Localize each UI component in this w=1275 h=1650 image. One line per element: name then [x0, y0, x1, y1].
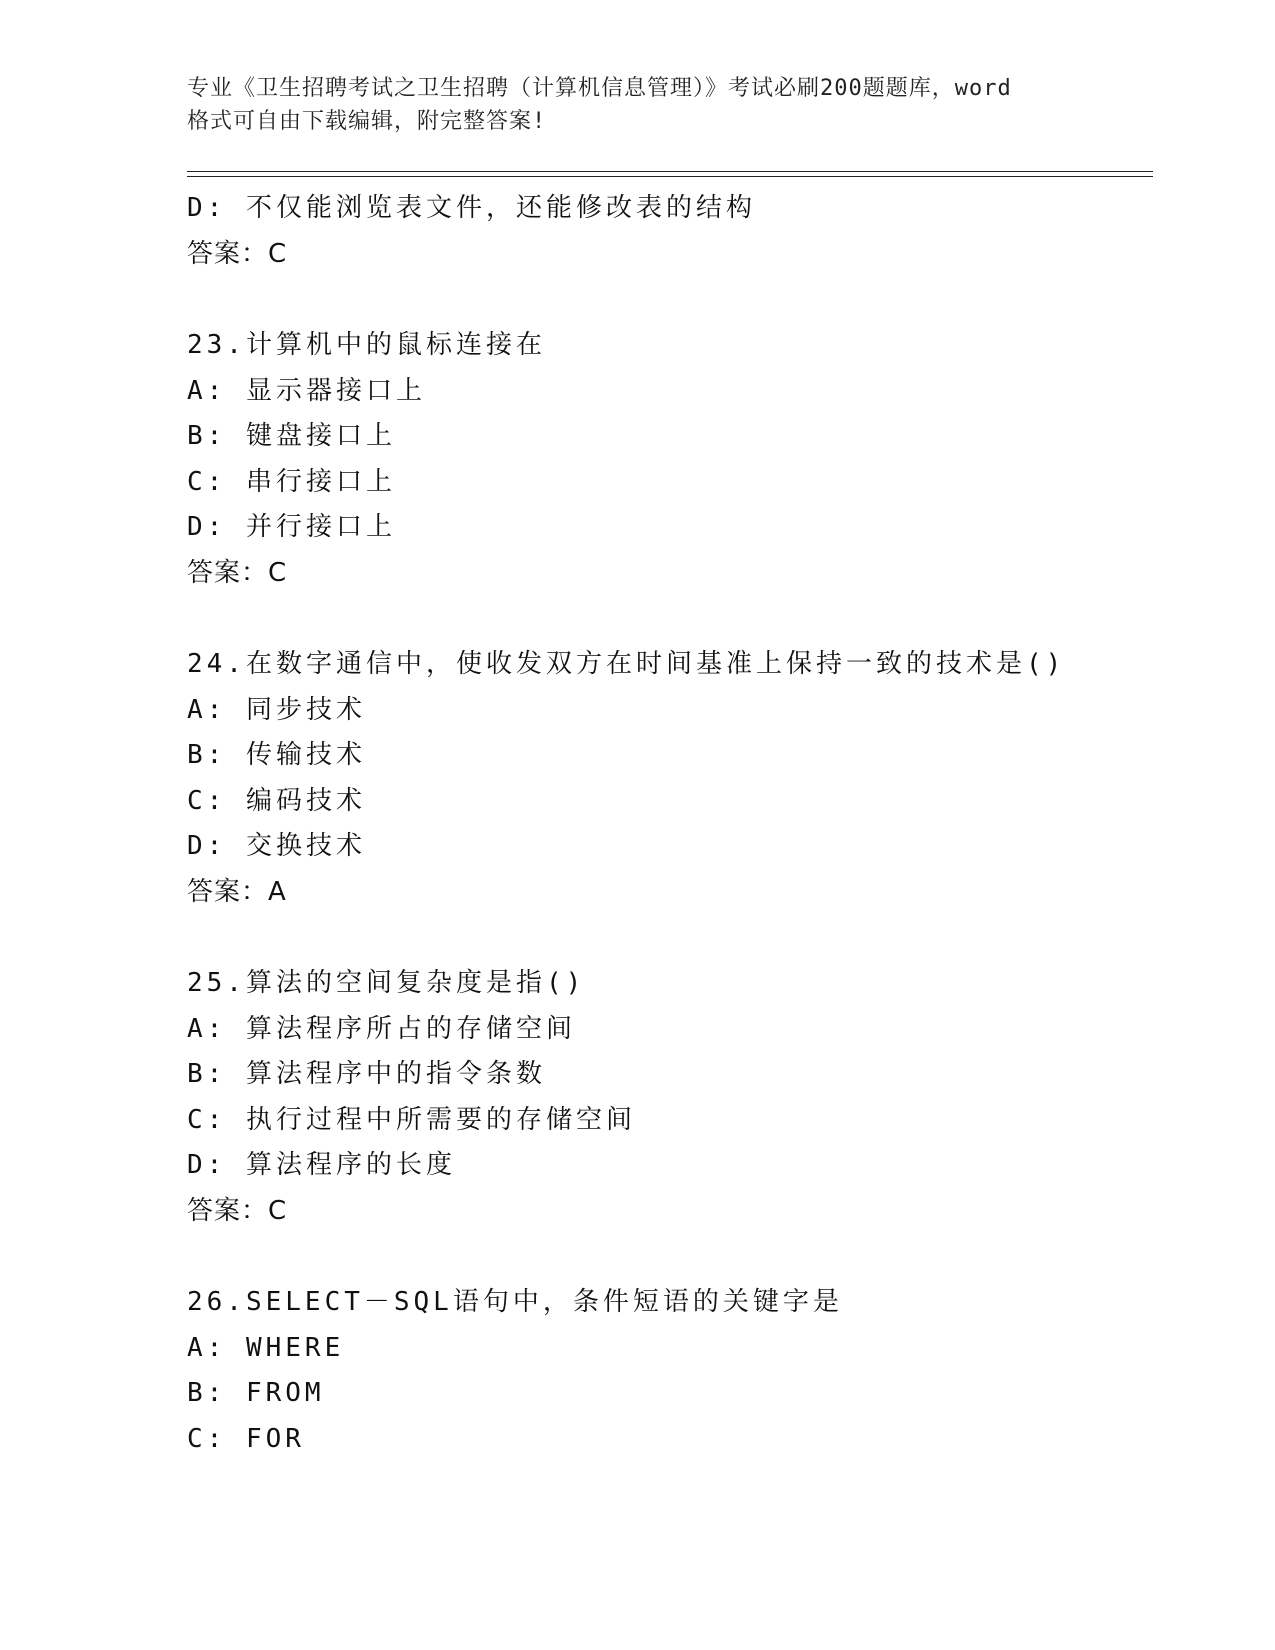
- header-rule-top: [187, 171, 1153, 172]
- option-b: B: 键盘接口上: [187, 421, 396, 451]
- option-c: C: 串行接口上: [187, 466, 396, 497]
- option-c: C: FOR: [187, 1423, 305, 1454]
- question-stem: 26.SELECT－SQL语句中，条件短语的关键字是: [187, 1287, 843, 1317]
- header-rule-bottom: [187, 176, 1153, 177]
- prev-answer: 答案：C: [187, 238, 288, 269]
- option-d: D: 算法程序的长度: [187, 1150, 456, 1180]
- question-list: [187, 186, 1147, 1462]
- option-a: A: WHERE: [187, 1332, 345, 1363]
- question-23: [187, 323, 1147, 596]
- question-24: [187, 642, 1147, 915]
- header-title-line-1: 专业《卫生招聘考试之卫生招聘（计算机信息管理）》考试必刷200题题库，word: [187, 76, 1012, 101]
- header-title-line-2: 格式可自由下载编辑，附完整答案!: [187, 109, 547, 134]
- option-d: D: 交换技术: [187, 831, 366, 861]
- option-d: D: 并行接口上: [187, 512, 396, 542]
- answer: 答案：C: [187, 557, 288, 588]
- prev-option-d: D: 不仅能浏览表文件，还能修改表的结构: [187, 193, 756, 223]
- question-25: [187, 961, 1147, 1234]
- option-a: A: 算法程序所占的存储空间: [187, 1013, 576, 1044]
- answer: 答案：C: [187, 1195, 288, 1226]
- option-b: B: 算法程序中的指令条数: [187, 1059, 546, 1089]
- option-c: C: 执行过程中所需要的存储空间: [187, 1104, 636, 1135]
- option-c: C: 编码技术: [187, 785, 366, 816]
- question-stem: 24.在数字通信中，使收发双方在时间基准上保持一致的技术是(): [187, 649, 1066, 679]
- option-b: B: FROM: [187, 1378, 325, 1408]
- question-26: [187, 1280, 1147, 1462]
- option-a: A: 同步技术: [187, 694, 366, 725]
- document-header: [187, 72, 1087, 138]
- option-b: B: 传输技术: [187, 740, 366, 770]
- question-stem: 23.计算机中的鼠标连接在: [187, 330, 546, 360]
- question-stem: 25.算法的空间复杂度是指(): [187, 968, 586, 998]
- answer: 答案：A: [187, 876, 287, 907]
- option-a: A: 显示器接口上: [187, 375, 426, 406]
